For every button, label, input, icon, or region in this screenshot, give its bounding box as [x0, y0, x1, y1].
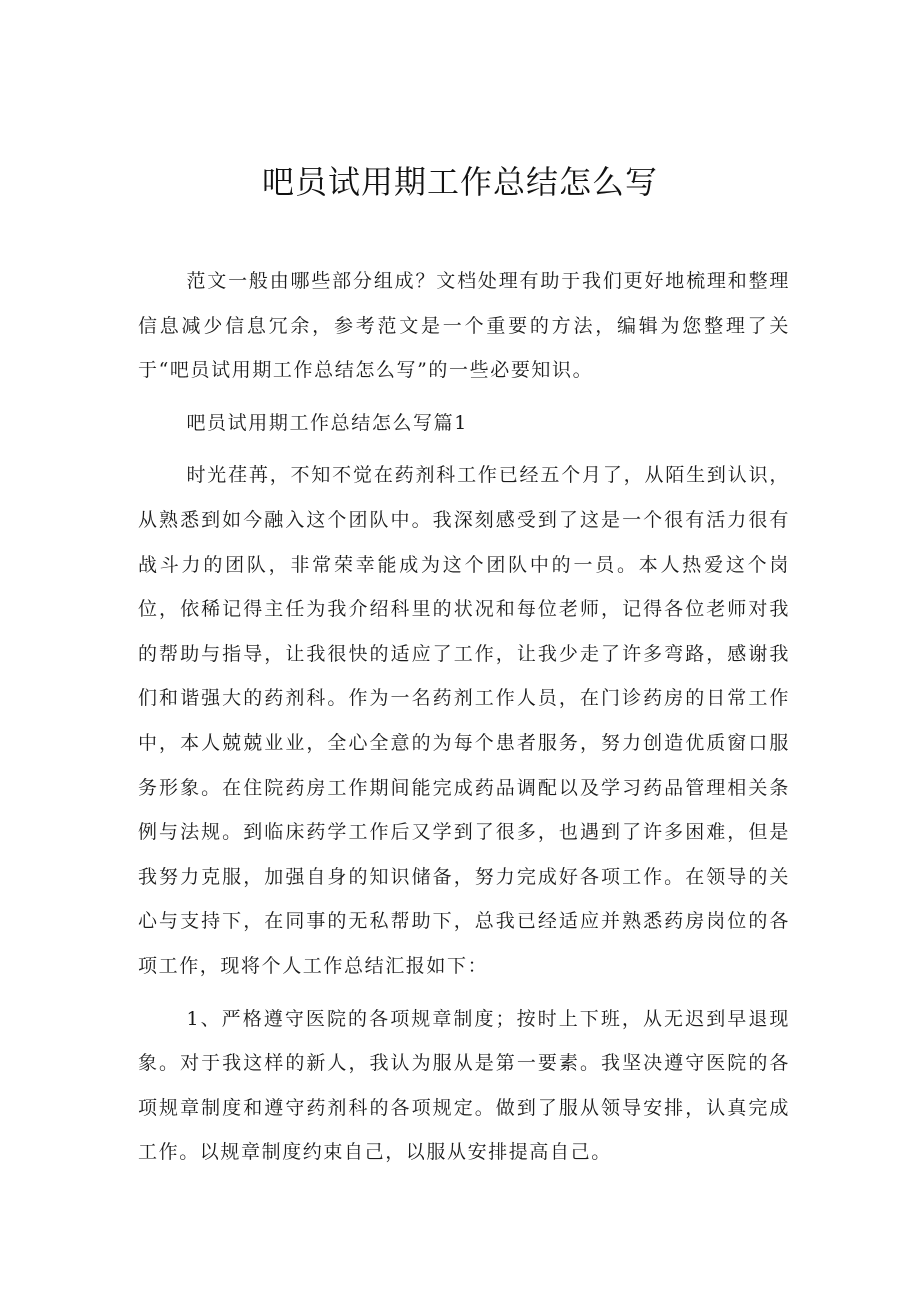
list-item-paragraph: 1、严格遵守医院的各项规章制度；按时上下班，从无迟到早退现象。对于我这样的新人，我认为服从是第一要素。我坚决遵守医院的各项规章制度和遵守药剂科的各项规定。做到了服从领导安排，认真完成工作。以规章制度约束自己，以服从安排提高自己。	[138, 1007, 790, 1164]
intro-paragraph: 范文一般由哪些部分组成？文档处理有助于我们更好地梳理和整理信息减少信息冗余，参考范文是一个重要的方法，编辑为您整理了关于“吧员试用期工作总结怎么写”的一些必要知识。	[138, 270, 790, 382]
body-paragraph: 时光荏苒，不知不觉在药剂科工作已经五个月了，从陌生到认识，从熟悉到如今融入这个团队中。我深刻感受到了这是一个很有活力很有战斗力的团队，非常荣幸能成为这个团队中的一员。本人热爱这个岗位，依稀记得主任为我介绍科里的状况和每位老师，记得各位老师对我的帮助与指导，让我很快的适应了工作，让我少走了许多弯路，感谢我们和谐强大的药剂科。作为一名药剂工作人员，在门诊药房的日常工作中，本人兢兢业业，全心全意的为每个患者服务，努力创造优质窗口服务形象。在住院药房工作期间能完成药品调配以及学习药品管理相关条例与法规。到临床药学工作后又学到了很多，也遇到了许多困难，但是我努力克服，加强自身的知识储备，努力完成好各项工作。在领导的关心与支持下，在同事的无私帮助下，总我已经适应并熟悉药房岗位的各项工作，现将个人工作总结汇报如下：	[138, 464, 790, 977]
document-body	[138, 259, 790, 1183]
document-title: 吧员试用期工作总结怎么写	[261, 163, 658, 201]
section-heading: 吧员试用期工作总结怎么写篇1	[186, 411, 468, 434]
